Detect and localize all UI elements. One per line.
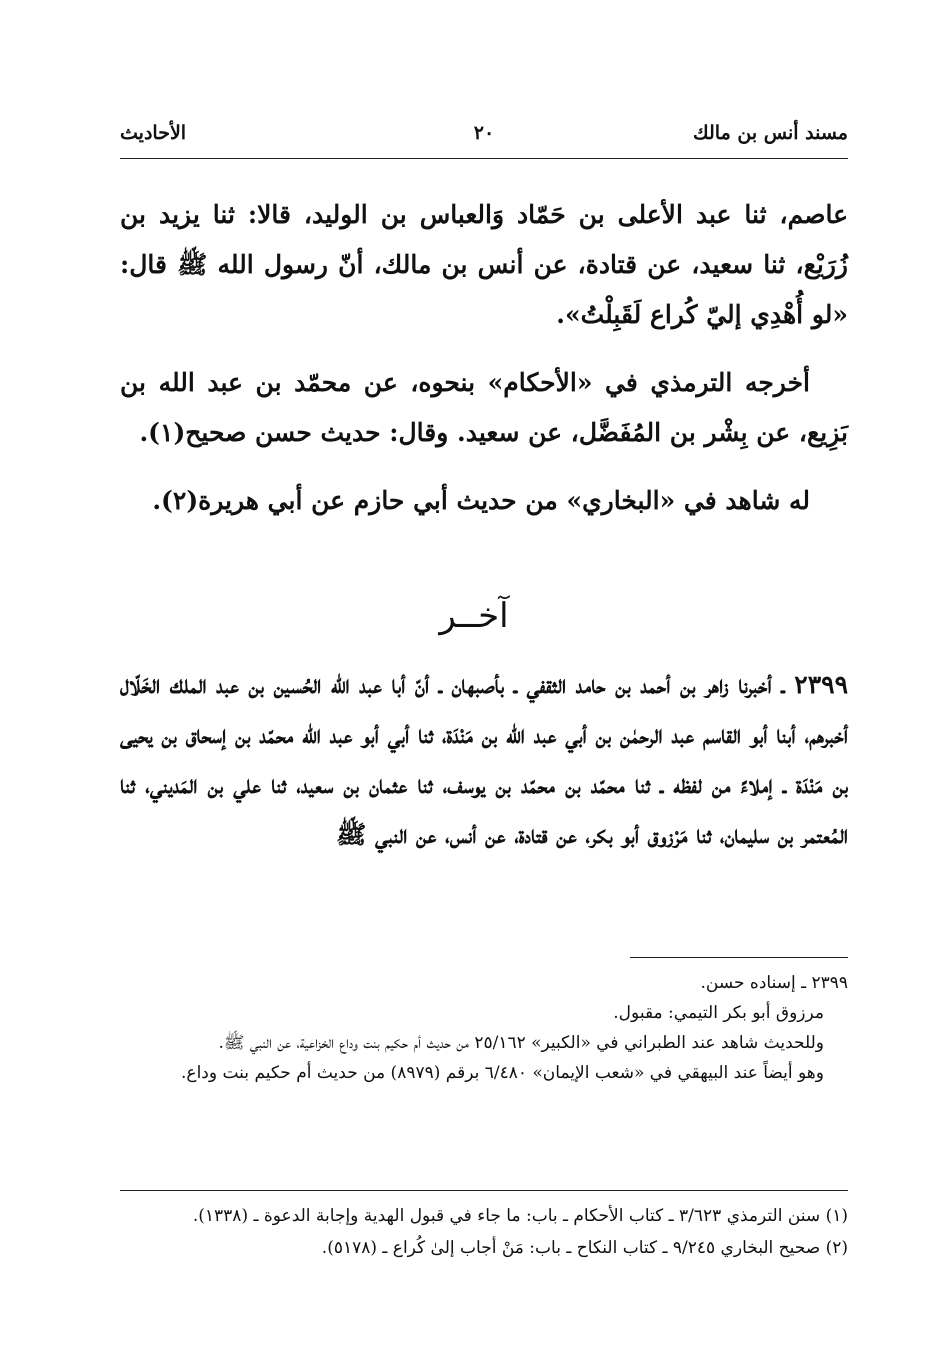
- footnote-1: (١) سنن الترمذي ٣/٦٢٣ ـ كتاب الأحكام ـ باب: ما جاء في قبول الهدية وإجابة الدعوة ـ (١٣٣٨).: [192, 1206, 848, 1226]
- takhrij-paragraph: أخرجه الترمذي في «الأحكام» بنحوه، عن محمّد بن عبد الله بن بَزِيع، عن بِشْر بن المُفَضَّل، عن سعيد. وقال: حديث حسن صحيح(١).: [120, 368, 848, 447]
- hadith-continuation-paragraph: عاصم، ثنا عبد الأعلى بن حَمّاد وَالعباس بن الوليد، قالا: ثنا يزيد بن زُرَيْع، ثنا سعيد، عن قتادة، عن أنس بن مالك، أنّ رسول الله ﷺ قال: «لو أُهْدِي إليّ كُراع لَقَبِلْتُ».: [120, 200, 848, 329]
- editor-notes: [120, 968, 848, 1088]
- section-heading: آخــر: [439, 596, 509, 636]
- page-number: ٢٠: [473, 122, 495, 144]
- hadith-paragraph: [120, 660, 848, 860]
- note-isnad-grade: ٢٣٩٩ ـ إسناده حسن.: [700, 973, 848, 993]
- notes-rule: [630, 957, 848, 958]
- header-section-title: الأحاديث: [120, 122, 187, 144]
- note-tabarani: وللحديث شاهد عند الطبراني في «الكبير» ٢٥/١٦٢ من حديث أم حكيم بنت وداع الخزاعية، عن النبي ﷺ.: [218, 1033, 824, 1053]
- footnotes: [120, 1200, 848, 1264]
- footnote-2: (٢) صحيح البخاري ٩/٢٤٥ ـ كتاب النكاح ـ باب: مَنْ أجاب إلىٰ كُراع ـ (٥١٧٨).: [321, 1238, 848, 1258]
- hadith-text: ـ أخبرنا زاهر بن أحمد بن حامد الثقفي ـ بأصبهان ـ أنّ أبا عبد الله الحُسين بن عبد الملك الخَلّال أخبرهم، أبنا أبو القاسم عبد الرحمٰن بن أبي عبد الله بن مَنْدَة، ثنا أبي أبو عبد الله محمّد بن إسحاق بن يحيى بن مَنْدَة ـ إملاءً من لفظه ـ ثنا محمّد بن محمّد بن يوسف، ثنا عثمان بن سعيد، ثنا علي بن المَديني، ثنا المُعتمر بن سليمان، ثنا مَرْزوق أبو بكر، عن قتادة، عن أنس، عن النبي ﷺ: [120, 670, 848, 849]
- witness-paragraph: له شاهد في «البخاري» من حديث أبي حازم عن أبي هريرة(٢).: [152, 486, 810, 515]
- running-header: [120, 122, 848, 156]
- header-book-title: مسند أنس بن مالك: [693, 122, 848, 144]
- hadith-number: ٢٣٩٩: [794, 670, 848, 699]
- note-bayhaqi: وهو أيضاً عند البيهقي في «شعب الإيمان» ٦/٤٨٠ برقم (٨٩٧٩) من حديث أم حكيم بنت وداع.: [181, 1063, 824, 1083]
- main-text: [120, 190, 848, 544]
- header-rule: [120, 158, 848, 159]
- note-narrator: مرزوق أبو بكر التيمي: مقبول.: [613, 1003, 824, 1023]
- footnotes-rule: [120, 1190, 848, 1191]
